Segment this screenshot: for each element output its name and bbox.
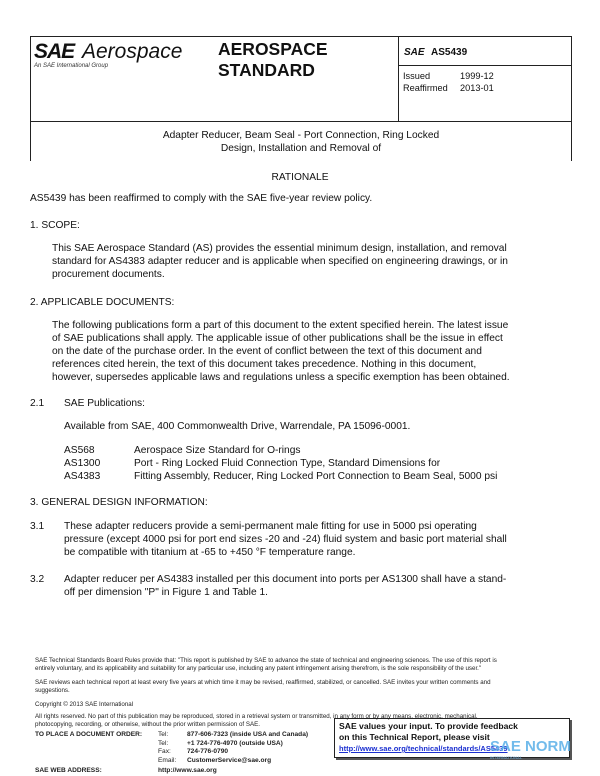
web-address[interactable]: http://www.sae.org [158,767,217,774]
section-3-2-text: Adapter reducer per AS4383 installed per this document into ports per AS1300 shall have a stand- off per dimension "P" in Figure 1 and Table 1. [64,574,507,598]
publication-item: AS4383 Fitting Assembly, Reducer, Ring Locked Port Connection to Beam Seal, 5000 psi [64,471,498,482]
header-border-top [30,36,572,37]
section-2-text: The following publications form a part of this document to the extent specified herein. The latest issue of SAE publications shall apply. The applicable issue of other publications shall be the issue in effect on the date of the purchase order. In the event of conflict between the text of this document and references cited herein, the text of this document takes precedence. Nothing in this document, however, supersedes applicable laws and regulations unless a specific exemption has been obtained. [52,320,510,383]
sae-small-logo: SAE [404,47,425,58]
document-type [218,39,328,81]
feedback-text: on this Technical Report, please visit [339,732,490,742]
contact-item: Email: CustomerService@sae.org [158,757,272,765]
doc-type-line: STANDARD [218,60,315,80]
section-3-1-number: 3.1 [30,521,45,532]
section-3-heading: 3. GENERAL DESIGN INFORMATION: [30,497,208,508]
header-divider [398,36,399,121]
section-2-heading: 2. APPLICABLE DOCUMENTS: [30,297,175,308]
contact-item: Fax: 724-776-0790 [158,748,229,756]
document-number: AS5439 [431,47,468,58]
feedback-link[interactable]: http://www.sae.org/technical/standards/AS5439 [339,744,508,753]
contact-list [158,731,308,766]
section-3-2-number: 3.2 [30,574,45,585]
logo-tagline: An SAE International Group [34,63,109,69]
reaffirmed-label: Reaffirmed [403,83,448,93]
publication-item: AS568 Aerospace Size Standard for O-rings [64,445,301,456]
issued-value: 1999-12 [460,71,494,81]
publication-item: AS1300 Port - Ring Locked Fluid Connection Type, Standard Dimensions for [64,458,441,469]
section-3-1-text: These adapter reducers provide a semi-permanent male fitting for use in 5000 psi operating pressure (except 4000 psi for port end sizes -20 and -24) fluid system and basic port material shall be compatible with titanium at -65 to +450 °F temperature range. [64,521,507,558]
section-2-1-number: 2.1 [30,398,45,409]
publication-list [64,444,497,483]
title-line: Adapter Reducer, Beam Seal - Port Connection, Ring Locked [162,130,440,141]
aerospace-logo-text: Aerospace [82,40,183,63]
contact-item: Tel: +1 724-776-4970 (outside USA) [158,739,283,747]
section-2-1-heading: SAE Publications: [64,398,145,409]
rationale-heading: RATIONALE [271,172,329,183]
section-1-heading: 1. SCOPE: [30,220,80,231]
review-text: SAE reviews each technical report at least every five years at which time it may be revised, reaffirmed, stabilized, or cancelled. SAE invites your written comments and suggestions. [35,679,491,694]
sae-address: Available from SAE, 400 Commonwealth Drive, Warrendale, PA 15096-0001. [64,421,411,432]
issued-label: Issued [403,71,431,81]
rules-text: SAE Technical Standards Board Rules provide that: "This report is published by SAE to advance the state of technical and engineering sciences. The use of this report is entirely voluntary, and its applicability and suitability for any particular use, including any patent infringement arising therefrom, is the sole responsibility of the user." [35,657,497,672]
title-line: Design, Installation and Removal of [220,143,382,154]
document-title [30,129,572,155]
rationale-text: AS5439 has been reaffirmed to comply with the SAE five-year review policy. [30,193,373,204]
section-1-text: This SAE Aerospace Standard (AS) provides the essential minimum design, installation, and removal standard for AS4383 adapter reducer and is applicable when specified on engineering drawings, or in procurement documents. [52,243,508,280]
feedback-text: SAE values your input. To provide feedback [339,721,518,731]
header-divider-right [398,65,572,66]
copyright: Copyright © 2013 SAE International [35,701,134,708]
order-label: TO PLACE A DOCUMENT ORDER: [35,731,143,738]
header-divider-bottom [30,121,572,122]
sae-norm-watermark: SAE NORM INTERNATIONAL [490,738,571,760]
rights-text: All rights reserved. No part of this publication may be reproduced, stored in a retrieval system or transmitted, in any form or by any means, electronic, mechanical, photocopying, recording, or otherwise, without the prior written permission of SAE. [35,713,478,728]
web-label: SAE WEB ADDRESS: [35,767,102,774]
doc-type-line: AEROSPACE [218,39,328,59]
contact-item: Tel: 877-606-7323 (inside USA and Canada) [158,731,309,738]
reaffirmed-value: 2013-01 [460,83,494,93]
sae-logo: SAE [34,40,75,63]
